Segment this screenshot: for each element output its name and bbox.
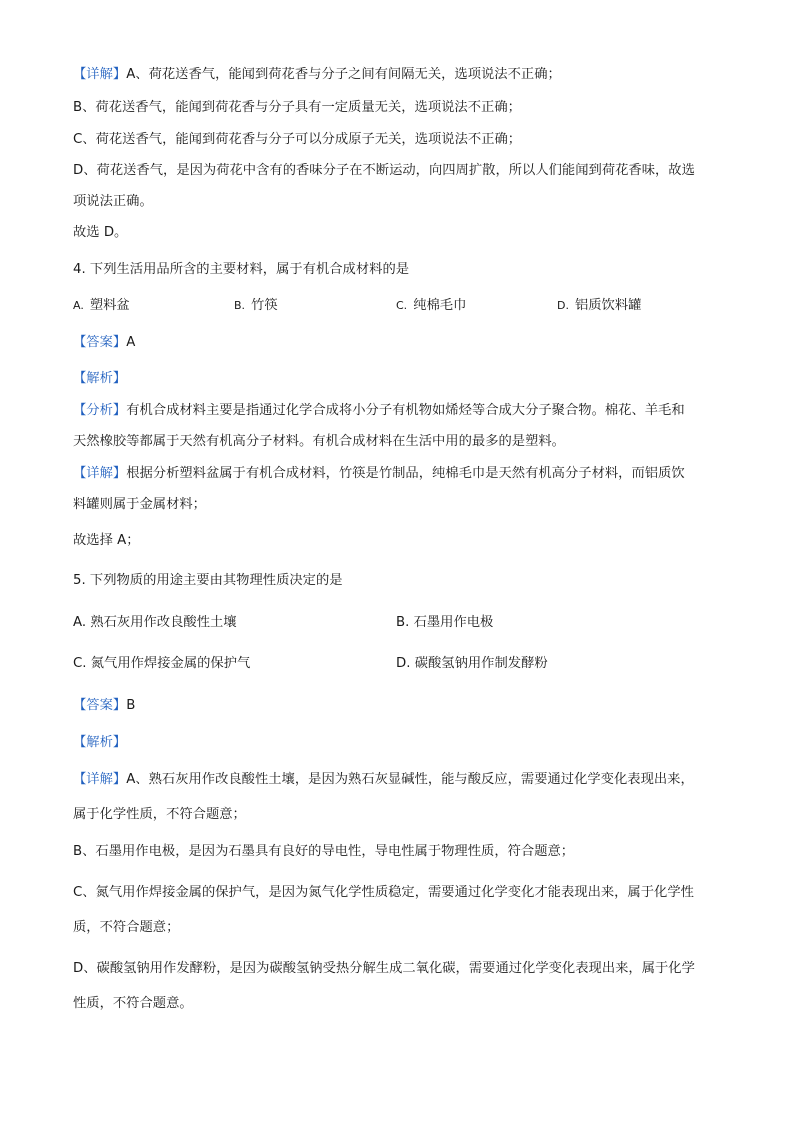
q4-explanation-heading: 【解析】 [73, 371, 127, 386]
q4-option-a: A. 塑料盆 [73, 298, 130, 313]
q5-explanation-heading: 【解析】 [73, 735, 127, 750]
q4-analysis-line1: 【分析】有机合成材料主要是指通过化学合成将小分子有机物如烯烃等合成大分子聚合物。棉花、羊毛和 [73, 403, 685, 418]
q5-detail-a-line2: 属于化学性质，不符合题意； [73, 807, 246, 822]
detail-label: 【详解】 [73, 67, 127, 82]
q5-answer: 【答案】B [73, 698, 136, 713]
q5-detail-d-line2: 性质，不符合题意。 [73, 996, 193, 1011]
q5-detail-c-line1: C、氮气用作焊接金属的保护气，是因为氮气化学性质稳定，需要通过化学变化才能表现出来，属于化学性 [73, 885, 694, 900]
q5-option-b: B. 石墨用作电极 [396, 615, 494, 630]
q4-conclusion: 故选择 A； [73, 533, 140, 548]
analysis-label: 【分析】 [73, 403, 127, 418]
q3-conclusion: 故选 D。 [73, 225, 128, 240]
q5-option-a: A. 熟石灰用作改良酸性土壤 [73, 615, 237, 630]
q4-stem: 4. 下列生活用品所含的主要材料，属于有机合成材料的是 [73, 262, 410, 277]
q4-answer: 【答案】A [73, 335, 136, 350]
q5-detail-a-line1: 【详解】A、熟石灰用作改良酸性土壤，是因为熟石灰显碱性，能与酸反应，需要通过化学变化表现出来， [73, 772, 694, 787]
q4-option-d: D. 铝质饮料罐 [557, 298, 642, 313]
q4-detail-line2: 料罐则属于金属材料； [73, 497, 206, 512]
q3-detail-c: C、荷花送香气，能闻到荷花香与分子可以分成原子无关，选项说法不正确； [73, 132, 522, 147]
answer-label: 【答案】 [73, 335, 127, 350]
q5-option-c: C. 氮气用作焊接金属的保护气 [73, 656, 251, 671]
q4-detail-line1: 【详解】根据分析塑料盆属于有机合成材料，竹筷是竹制品，纯棉毛巾是天然有机高分子材料，而铝质饮 [73, 466, 685, 481]
q3-detail-b: B、荷花送香气，能闻到荷花香与分子具有一定质量无关，选项说法不正确； [73, 100, 521, 115]
q3-detail-d-line1: D、荷花送香气，是因为荷花中含有的香味分子在不断运动，向四周扩散，所以人们能闻到荷花香味，故选 [73, 163, 695, 178]
q5-stem: 5. 下列物质的用途主要由其物理性质决定的是 [73, 573, 343, 588]
q5-detail-d-line1: D、碳酸氢钠用作发酵粉，是因为碳酸氢钠受热分解生成二氧化碳，需要通过化学变化表现出来，属于化学 [73, 961, 695, 976]
q5-detail-b: B、石墨用作电极，是因为石墨具有良好的导电性，导电性属于物理性质，符合题意； [73, 844, 575, 859]
q5-detail-c-line2: 质，不符合题意； [73, 920, 180, 935]
q3-detail-d-line2: 项说法正确。 [73, 194, 153, 209]
q4-option-b: B. 竹筷 [234, 298, 278, 313]
q5-option-d: D. 碳酸氢钠用作制发酵粉 [396, 656, 548, 671]
q4-option-c: C. 纯棉毛巾 [396, 298, 467, 313]
q3-detail-a: 【详解】A、荷花送香气，能闻到荷花香与分子之间有间隔无关，选项说法不正确； [73, 67, 561, 82]
q4-analysis-line2: 天然橡胶等都属于天然有机高分子材料。有机合成材料在生活中用的最多的是塑料。 [73, 434, 565, 449]
